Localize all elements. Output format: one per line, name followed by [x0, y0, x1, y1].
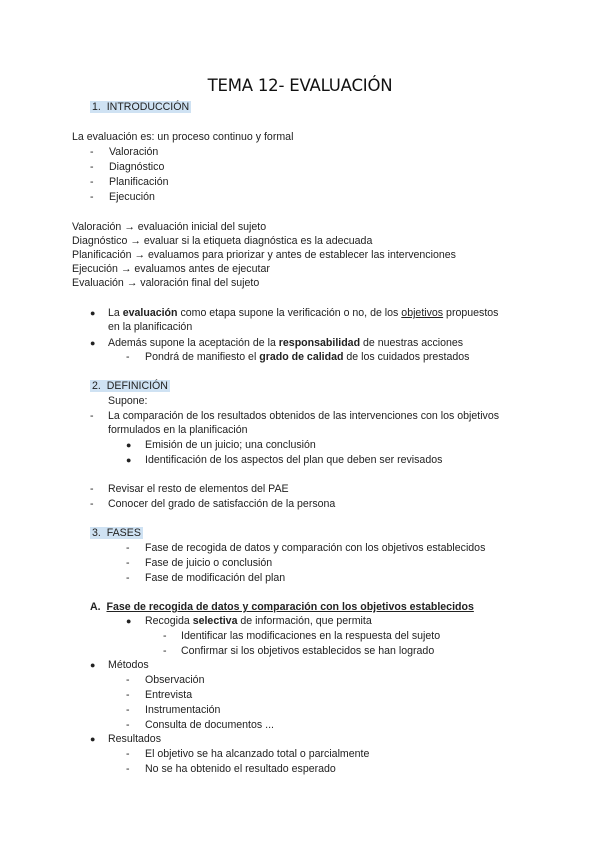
intro-text: La evaluación es: un proceso continuo y formal: [72, 131, 294, 143]
section-number: 1.: [92, 101, 101, 113]
list-item: Planificación: [109, 176, 169, 188]
sub-bullet-text: Emisión de un juicio; una conclusión: [145, 439, 316, 451]
subsection-number: A.: [90, 601, 101, 613]
section-heading-fases: [90, 527, 143, 540]
section-number: 3.: [92, 527, 101, 539]
bullet-text: La evaluación como etapa supone la verificación o no, de los objetivos propuestos: [108, 307, 499, 319]
section-label: INTRODUCCIÓN: [106, 101, 190, 113]
subsection-label: Fase de recogida de datos y comparación con los objetivos establecidos: [106, 601, 474, 613]
dash-marker: -: [126, 763, 130, 775]
bullet-icon: ●: [90, 734, 96, 744]
section-heading-definicion: [90, 380, 170, 393]
definition-line: Ejecución → evaluamos antes de ejecutar: [72, 263, 270, 275]
method-item: Consulta de documentos ...: [145, 719, 274, 731]
dash-marker: -: [126, 719, 130, 731]
dash-marker: -: [90, 191, 94, 203]
section-number: 2.: [92, 380, 101, 392]
bullet-text: Además supone la aceptación de la responsabilidad de nuestras acciones: [108, 337, 464, 349]
dash-marker: -: [90, 146, 94, 158]
supone-label: Supone:: [108, 395, 148, 407]
dash-marker: -: [90, 410, 94, 422]
result-item: No se ha obtenido el resultado esperado: [145, 763, 336, 775]
method-item: Instrumentación: [145, 704, 221, 716]
section-label: DEFINICIÓN: [106, 380, 168, 392]
dash-marker: -: [126, 542, 130, 554]
list-item: Valoración: [109, 146, 159, 158]
dash-marker: -: [126, 674, 130, 686]
method-item: Entrevista: [145, 689, 193, 701]
dash-marker: -: [90, 498, 94, 510]
section-label: FASES: [106, 527, 141, 539]
fase-item: Fase de recogida de datos y comparación con los objetivos establecidos: [145, 542, 486, 554]
dash-marker: -: [126, 572, 130, 584]
list-item: Diagnóstico: [109, 161, 165, 173]
dash-marker: -: [126, 748, 130, 760]
dash-marker: -: [163, 645, 167, 657]
sub-bullet-text: Identificación de los aspectos del plan que deben ser revisados: [145, 454, 443, 466]
dash-marker: -: [126, 689, 130, 701]
dash-marker: -: [90, 161, 94, 173]
method-item: Observación: [145, 674, 205, 686]
page-title: TEMA 12- EVALUACIÓN: [207, 76, 393, 95]
list-item: Revisar el resto de elementos del PAE: [108, 483, 289, 495]
definition-line: Valoración → evaluación inicial del sujeto: [72, 221, 267, 233]
section-heading-introduccion: [90, 101, 191, 114]
bullet-icon: ●: [90, 308, 96, 318]
bullet-icon: ●: [90, 660, 96, 670]
dash-marker: -: [126, 351, 130, 363]
result-item: El objetivo se ha alcanzado total o parcialmente: [145, 748, 370, 760]
list-item: Conocer del grado de satisfacción de la persona: [108, 498, 336, 510]
bullet-text: Resultados: [108, 733, 161, 745]
list-item: Ejecución: [109, 191, 155, 203]
definition-line: Planificación → evaluamos para priorizar y antes de establecer las intervenciones: [72, 249, 456, 261]
bullet-icon: ●: [90, 338, 96, 348]
bullet-text: Métodos: [108, 659, 149, 671]
dash-marker: -: [126, 704, 130, 716]
bullet-icon: ●: [126, 616, 132, 626]
dash-marker: -: [126, 557, 130, 569]
bullet-icon: ●: [126, 455, 132, 465]
dash-marker: -: [90, 483, 94, 495]
sub-item-text: Pondrá de manifiesto el grado de calidad de los cuidados prestados: [145, 351, 470, 363]
bullet-text: Recogida selectiva de información, que permita: [145, 615, 372, 627]
bullet-icon: ●: [126, 440, 132, 450]
subsection-heading-a: [90, 601, 474, 614]
list-item: La comparación de los resultados obtenidos de las intervenciones con los objetivos: [108, 410, 500, 422]
definition-line: Evaluación → valoración final del sujeto: [72, 277, 260, 289]
sub-item-text: Confirmar si los objetivos establecidos se han logrado: [181, 645, 435, 657]
list-item-continued: formulados en la planificación: [108, 424, 248, 436]
definition-line: Diagnóstico → evaluar si la etiqueta diagnóstica es la adecuada: [72, 235, 373, 247]
dash-marker: -: [163, 630, 167, 642]
fase-item: Fase de juicio o conclusión: [145, 557, 273, 569]
sub-item-text: Identificar las modificaciones en la respuesta del sujeto: [181, 630, 441, 642]
bullet-text-continued: en la planificación: [108, 321, 193, 333]
fase-item: Fase de modificación del plan: [145, 572, 286, 584]
dash-marker: -: [90, 176, 94, 188]
